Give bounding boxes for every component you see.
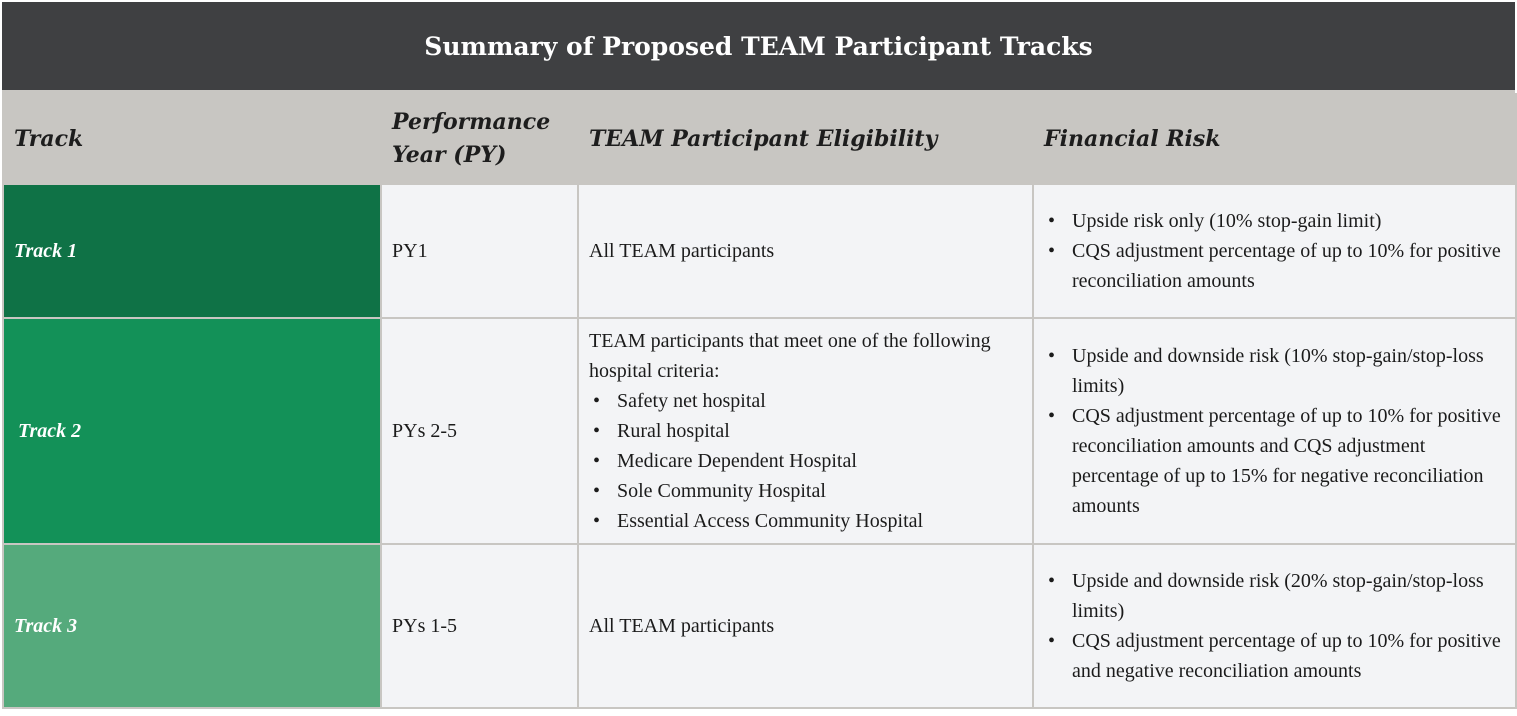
eligibility-list bbox=[589, 386, 1022, 536]
risk-list bbox=[1044, 206, 1505, 296]
track-cell bbox=[3, 184, 381, 318]
table-row bbox=[3, 544, 1516, 708]
list-item: • Upside and downside risk (20% stop-gain/stop-loss limits) bbox=[1044, 566, 1505, 626]
list-item: • Rural hospital bbox=[589, 416, 1022, 446]
track-cell bbox=[3, 318, 381, 544]
table-row bbox=[3, 318, 1516, 544]
list-item: • CQS adjustment percentage of up to 10% for positive reconciliation amounts bbox=[1044, 236, 1505, 296]
eligibility-text: All TEAM participants bbox=[589, 615, 775, 637]
header-financial-risk: Financial Risk bbox=[1033, 94, 1516, 184]
year-cell: PY1 bbox=[381, 184, 578, 318]
header-track: Track bbox=[3, 94, 381, 184]
list-item: • Sole Community Hospital bbox=[589, 476, 1022, 506]
list-item: • Safety net hospital bbox=[589, 386, 1022, 416]
eligibility-cell bbox=[578, 184, 1033, 318]
track-label: Track 1 bbox=[14, 240, 78, 262]
tracks-table bbox=[2, 93, 1517, 709]
table-title: Summary of Proposed TEAM Participant Tracks bbox=[2, 2, 1515, 90]
track-label: Track 3 bbox=[14, 615, 78, 637]
risk-cell bbox=[1033, 318, 1516, 544]
list-item: • CQS adjustment percentage of up to 10% for positive reconciliation amounts and CQS adjustment percentage of up to 15% for negative reconciliation amounts bbox=[1044, 401, 1505, 521]
risk-cell bbox=[1033, 184, 1516, 318]
header-eligibility: TEAM Participant Eligibility bbox=[578, 94, 1033, 184]
track-label: Track 2 bbox=[18, 420, 82, 442]
header-row bbox=[3, 94, 1516, 184]
track-cell bbox=[3, 544, 381, 708]
list-item: • Essential Access Community Hospital bbox=[589, 506, 1022, 536]
risk-list bbox=[1044, 341, 1505, 521]
list-item: • CQS adjustment percentage of up to 10% for positive and negative reconciliation amounts bbox=[1044, 626, 1505, 686]
year-cell: PYs 1-5 bbox=[381, 544, 578, 708]
risk-list bbox=[1044, 566, 1505, 686]
risk-cell bbox=[1033, 544, 1516, 708]
summary-table-frame bbox=[2, 2, 1515, 708]
list-item: • Upside and downside risk (10% stop-gain/stop-loss limits) bbox=[1044, 341, 1505, 401]
eligibility-text: TEAM participants that meet one of the following hospital criteria: bbox=[589, 330, 991, 382]
eligibility-cell bbox=[578, 318, 1033, 544]
eligibility-text: All TEAM participants bbox=[589, 240, 775, 262]
header-performance-year: Performance Year (PY) bbox=[381, 94, 578, 184]
table-row bbox=[3, 184, 1516, 318]
list-item: • Upside risk only (10% stop-gain limit) bbox=[1044, 206, 1505, 236]
eligibility-cell bbox=[578, 544, 1033, 708]
list-item: • Medicare Dependent Hospital bbox=[589, 446, 1022, 476]
year-cell: PYs 2-5 bbox=[381, 318, 578, 544]
